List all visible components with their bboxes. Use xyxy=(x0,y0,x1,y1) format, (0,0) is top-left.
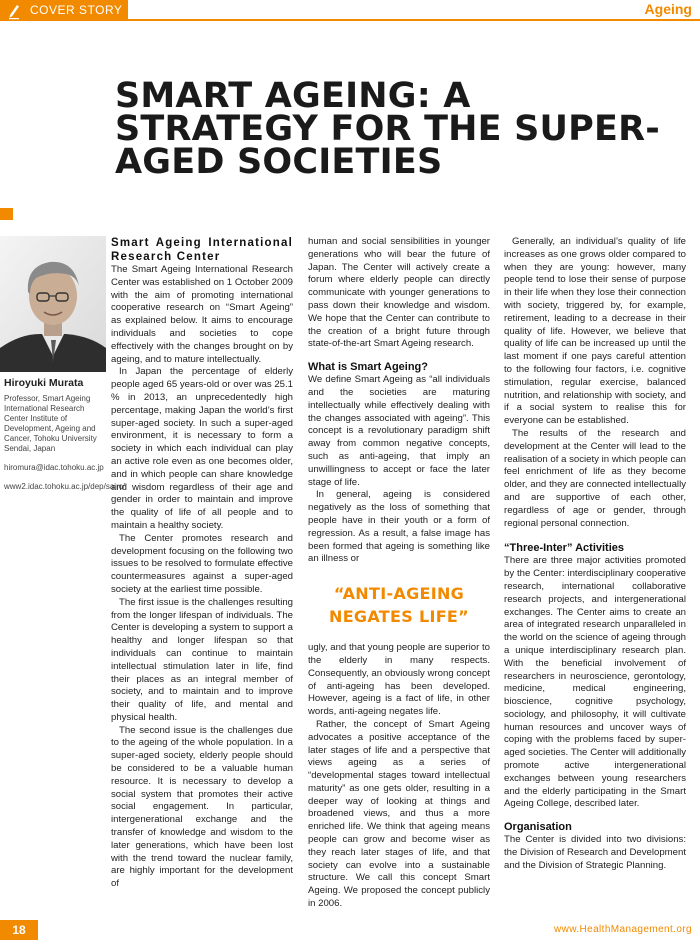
page-footer xyxy=(0,920,700,944)
paragraph: In general, ageing is considered negatively as the loss of something that people have in their youth or a form of regression. As a result, a false image has been formed that ageing is something like an illness or xyxy=(308,489,490,565)
author-email[interactable]: hiromura@idac.tohoku.ac.jp xyxy=(4,463,104,472)
page-header xyxy=(0,0,700,22)
article-column-3 xyxy=(504,236,686,873)
paragraph: The Smart Ageing International Research Center was established on 1 October 2009 with the aim of promoting international cooperative research on “Smart Ageing” as explained below. It aims to encourage individuals and societies to cope effectively with the changes brought on by ageing, and to mature intellectually. xyxy=(111,264,293,365)
paragraph: The second issue is the challenges due to the ageing of the whole population. In a super-aged society, elderly people should be considered to be a valuable human resource. It is necessary to develop a social system that promotes their active social engagement. In particular, intergenerational exchange and the transfer of knowledge and wisdom to the later generations, which have been lost with the trend toward the nuclear family, are highly important for the development of xyxy=(111,724,293,890)
accent-marker xyxy=(0,208,13,220)
paragraph: The results of the research and development at the Center will lead to the realisation of a society in which people can feel enrichment of life as they become older, and they are connected intellectually and are supportive of each other, regardless of age or gender, through regional personal connection. xyxy=(504,427,686,529)
paragraph: We define Smart Ageing as “all individuals and the societies are maturing intellectually while effectively dealing with the changes associated with ageing”. This concept is a revolutionary paradigm shift away from common negative concepts, such as anti-ageing, that imply an unwillingness to accept or face the later stage of life. xyxy=(308,374,490,488)
pull-quote: “ANTI-AGEING NEGATES LIFE” xyxy=(329,584,469,627)
section-heading: “Three-Inter” Activities xyxy=(504,542,625,555)
section-heading: What is Smart Ageing? xyxy=(308,361,428,374)
author-website[interactable]: www2.idac.tohoku.ac.jp/dep/sairc/ xyxy=(4,482,125,491)
footer-url[interactable]: www.HealthManagement.org xyxy=(554,924,692,935)
section-tag-label: COVER STORY xyxy=(30,3,123,17)
author-name: Hiroyuki Murata xyxy=(4,377,84,389)
section-heading: Smart Ageing International Research Center xyxy=(111,237,293,263)
author-photo xyxy=(0,236,106,372)
article-column-1 xyxy=(111,236,293,891)
page-number: 18 xyxy=(0,920,38,940)
paragraph: The first issue is the challenges resulting from the longer lifespan of individuals. The Center is developing a system to support a healthy and longer lifespan so that individuals can continue to maintain intellectual stimulation later in life, find their places as an integral member of society, and to maintain and to improve their quality of life, and mental and physical health. xyxy=(111,596,293,723)
header-rule xyxy=(128,19,700,21)
paragraph: In Japan the percentage of elderly people aged 65 years-old or over was 25.1 % in 2013, an unprecedentedly high percentage, making Japan the world’s first super-aged society. In such a super-aged environment, it is necessary to form a society in which each individual can play an active role even as one becomes older, and in which people can share knowledge and wisdom regardless of their age and gender in order to maintain and improve the quality of life of all people and to maintain a healthy society. xyxy=(111,366,293,531)
author-info xyxy=(4,377,125,501)
paragraph: Rather, the concept of Smart Ageing advocates a positive acceptance of the later stages of life and a perspective that views ageing as a series of “developmental stages toward intellectual maturity” as one gets older, resulting in a deeper way of looking at things and broadened views, and thus a more enriched life. We think that ageing means people can grow and become wiser as they reach later stages of life, and that society can evolve into a sustainable structure. We call this concept Smart Ageing. We proposed the concept publicly in 2006. xyxy=(308,718,490,910)
section-tag xyxy=(0,0,128,21)
paragraph: The Center promotes research and development focusing on the following two issues to be resolved to formulate effective countermeasures against a super-aged society at the earliest time possible. xyxy=(111,532,293,595)
article-column-2 xyxy=(308,236,490,911)
author-affiliation: Professor, Smart Ageing International Research Center Institute of Development, Ageing and Cancer, Tohoku University Sendai, Japan xyxy=(4,394,97,453)
paragraph: human and social sensibilities in younger generations who will bear the future of Japan. The Center will actively create a forum where elderly people can directly communicate with younger generations to pass down their knowledge and wisdom. We hope that the Center can contribute to the creation of a bright future through state-of-the-art Smart Ageing research. xyxy=(308,236,490,350)
article-title: SMART AGEING: A STRATEGY FOR THE SUPER-AGED SOCIETIES xyxy=(115,76,660,182)
section-heading: Organisation xyxy=(504,821,572,834)
section-name: Ageing xyxy=(644,1,692,17)
paragraph: Generally, an individual’s quality of life increases as one grows older compared to when they are young: however, many people tend to lose their sense of purpose in their life when they lose their connection with society, triggered by, for example, retirement, leading to a decrease in their quality of life. However, we believe that quality of life can be increased up until the last moment if one pays careful attention to the following four factors, i.e. cognitive stimulation, regular exercise, balanced nutrition, and relationship with society, and if a social system to realise this for everyone can be established. xyxy=(504,236,686,427)
paragraph: There are three major activities promoted by the Center: interdisciplinary cooperative research, international collaborative research projects, and intergenerational exchanges. The Center aims to create an area of integrated research unparalleled in the world on the science of ageing through a unique interdisciplinary research plan. With the beneficial involvement of researchers in neuroscience, gerontology, medicine, medical engineering, bioscience, cognitive psychology, sociology, and philosophy, it will cultivate human resources and uncover ways of coping with the problems faced by super-aged societies. The Center will additionally promote active intergenerational exchanges between young researchers and the elderly participating in the Smart Ageing College, described later. xyxy=(504,555,686,810)
paragraph: The Center is divided into two divisions: the Division of Research and Development and the Division of Strategic Planning. xyxy=(504,834,686,871)
paragraph: ugly, and that young people are superior to the elderly in many respects. Consequently, an obviously wrong concept of anti-ageing has been developed. However, ageing is a fact of life, in other words, anti-ageing negates life. xyxy=(308,642,490,718)
pencil-icon xyxy=(7,0,21,21)
